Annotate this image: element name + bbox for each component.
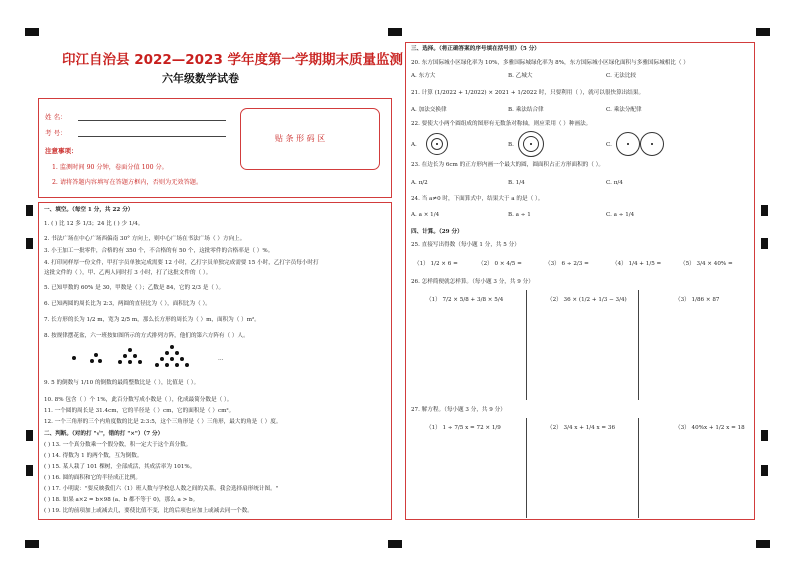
judge-item: ( ) 13. 一个真分数乘一个假分数，积一定大于这个真分数。 xyxy=(44,442,192,448)
question-21: 21. 计算 (1/2022 + 1/2022) × 2021 + 1/2022 时，只要利用（ ），就可以很快算出结果。 xyxy=(411,90,645,96)
circle-center xyxy=(530,143,532,145)
notice-title: 注意事项： xyxy=(45,147,78,155)
registration-mark xyxy=(388,540,402,548)
question-9: 9. 5 的倒数与 1/10 的倒数的最简整数比是（ ），比值是（ ）。 xyxy=(44,380,200,386)
pattern-dot xyxy=(155,363,159,367)
id-field[interactable] xyxy=(78,130,226,137)
column-divider xyxy=(526,290,527,400)
equation-item: （2） 3/4 x + 1/4 x = 36 xyxy=(547,425,615,431)
option: C. 无法比较 xyxy=(606,73,637,79)
barcode-label: 贴 条 形 码 区 xyxy=(275,134,326,143)
option: A. xyxy=(411,142,417,148)
pattern-dot xyxy=(175,351,179,355)
question-4-cont: 这批文件的（ ），甲、乙两人同时打 3 小时，打了这批文件的（ ）。 xyxy=(44,270,212,276)
simplify-item: （1） 7/2 × 5/8 + 3/8 × 5/4 xyxy=(426,297,504,303)
equation-item: （1） 1 ÷ 7/5 x = 72 × 1/9 xyxy=(426,425,501,431)
question-26: 26. 怎样简便就怎样算。（每小题 3 分，共 9 分） xyxy=(411,279,534,285)
judge-item: ( ) 17. 小明说："要反映我们六（1）班人数与学校总人数之间的关系，我会选择扇形统计图。" xyxy=(44,486,279,492)
column-divider xyxy=(526,418,527,518)
judge-item: ( ) 19. 比的前项加上或减去几，要使比值不变，比的后项也应加上或减去同一个数。 xyxy=(44,508,253,514)
notice-item: 2. 请将答题内容填写在答题方框内，否则为无效答题。 xyxy=(52,179,203,186)
question-2: 2. 书法广场在中心广场西偏南 30° 方向上，则中心广场在书法广场（ ）方向上。 xyxy=(44,236,246,242)
option: A. π/2 xyxy=(411,180,428,186)
judge-item: ( ) 14. 得数为 1 的两个数，互为倒数。 xyxy=(44,453,143,459)
registration-mark xyxy=(761,238,768,249)
exam-title: 印江自治县 2022—2023 学年度第一学期期末质量监测 xyxy=(62,52,404,68)
pattern-dot xyxy=(90,359,94,363)
quick-calc-item: （2） 0 × 4/5 = xyxy=(478,261,522,267)
pattern-dot xyxy=(180,357,184,361)
question-7: 7. 长方形的长为 1/2 m，宽为 2/5 m，那么长方形的周长为（ ）m，面积为（ ）m²。 xyxy=(44,317,260,323)
pattern-dot xyxy=(185,363,189,367)
option: C. π/4 xyxy=(606,180,623,186)
judge-item: ( ) 18. 如果 a×2 = b×98 (a、b 都不等于 0)，那么 a > b。 xyxy=(44,497,199,503)
judge-item: ( ) 15. 某人栽了 101 棵树，全部成活，其成活率为 101%。 xyxy=(44,464,196,470)
name-label: 姓 名： xyxy=(45,113,67,121)
option: C. a ÷ 1/4 xyxy=(606,212,635,218)
pattern-dot xyxy=(128,360,132,364)
question-12: 12. 一个三角形的三个内角度数的比是 2:3:5，这个三角形是（ ）三角形，最大的角是（ ）度。 xyxy=(44,419,282,425)
question-11: 11. 一个圆的周长是 31.4cm，它的半径是（ ）cm，它的面积是（ ）cm²。 xyxy=(44,408,235,414)
pattern-dot xyxy=(123,354,127,358)
pattern-dot xyxy=(138,360,142,364)
column-divider xyxy=(638,418,639,518)
option: B. 乙城大 xyxy=(508,73,533,79)
pattern-dot xyxy=(94,353,98,357)
quick-calc-item: （3） 6 ÷ 2/3 = xyxy=(545,261,589,267)
column-divider xyxy=(638,290,639,400)
registration-mark xyxy=(26,238,33,249)
registration-mark xyxy=(761,430,768,441)
registration-mark xyxy=(25,540,39,548)
registration-mark xyxy=(388,28,402,36)
pattern-dot xyxy=(175,363,179,367)
registration-mark xyxy=(26,465,33,476)
question-20: 20. 东方国际城小区绿化率为 10%，多雅国际城绿化率为 8%，东方国际城小区绿化面积与多雅国际城相比（ ） xyxy=(411,60,689,66)
pattern-dot xyxy=(160,357,164,361)
circle-center xyxy=(651,143,653,145)
option: B. 乘法结合律 xyxy=(508,107,544,113)
question-6: 6. 已知两圆的周长比为 2:3，两圆的直径比为（ ），面积比为（ ）。 xyxy=(44,301,211,307)
section-title: 三、选择。（将正确答案的序号填在括号里）（5 分） xyxy=(411,46,540,52)
pattern-dot xyxy=(165,363,169,367)
registration-mark xyxy=(756,540,770,548)
question-8: 8. 按规律摆花盆，六一班按如图所示的方式排列方阵，他们的第六方阵有（ ）人。 xyxy=(44,333,249,339)
pattern-dot xyxy=(133,354,137,358)
notice-item: 1. 监测时间 90 分钟，卷面分值 100 分。 xyxy=(52,164,168,171)
pattern-dot xyxy=(165,351,169,355)
id-label: 考 号： xyxy=(45,129,67,137)
option: A. a × 1/4 xyxy=(411,212,440,218)
question-23: 23. 在边长为 6cm 的正方形内画一个最大的圆，圆面积占正方形面积的（ ）。 xyxy=(411,162,605,168)
registration-mark xyxy=(756,28,770,36)
option: C. xyxy=(606,142,612,148)
exam-subtitle: 六年级数学试卷 xyxy=(162,72,239,85)
name-field[interactable] xyxy=(78,114,226,121)
pattern-dot xyxy=(128,348,132,352)
circle-center xyxy=(436,143,438,145)
judge-item: ( ) 16. 圆的面积和它的半径成正比例。 xyxy=(44,475,141,481)
option: A. 加法交换律 xyxy=(411,107,447,113)
registration-mark xyxy=(761,465,768,476)
registration-mark xyxy=(26,430,33,441)
pattern-dot xyxy=(170,357,174,361)
option: A. 东方大 xyxy=(411,73,436,79)
pattern-dot xyxy=(118,360,122,364)
section-title: 四、计算。（29 分） xyxy=(411,229,463,235)
option: B. xyxy=(508,142,514,148)
quick-calc-item: （1） 1/2 × 6 = xyxy=(414,261,458,267)
option: B. 1/4 xyxy=(508,180,525,186)
question-22: 22. 要使大小两个圆组成的图形有无数条对称轴，则应采用（ ）种画法。 xyxy=(411,121,592,127)
pattern-dot xyxy=(72,356,76,360)
equation-item: （3） 40%x + 1/2 x = 18 xyxy=(675,425,745,431)
pattern-ellipsis: … xyxy=(218,356,224,362)
question-24: 24. 当 a≠0 时，下面算式中，结果大于 a 的是（ ）。 xyxy=(411,196,544,202)
quick-calc-item: （4） 1/4 + 1/5 = xyxy=(612,261,662,267)
simplify-item: （3） 1/86 × 87 xyxy=(675,297,720,303)
question-27: 27. 解方程。（每小题 3 分，共 9 分） xyxy=(411,407,506,413)
question-4: 4. 打印同样厚一份文件，甲打字员单独完成需要 12 小时，乙打字员单独完成需要 15 小时，乙打字员每小时打 xyxy=(44,260,319,266)
option: C. 乘法分配律 xyxy=(606,107,642,113)
registration-mark xyxy=(25,28,39,36)
circle-center xyxy=(627,143,629,145)
quick-calc-item: （5） 3/4 × 40% = xyxy=(680,261,733,267)
pattern-dot xyxy=(170,345,174,349)
question-10: 10. 8% 包含（ ）个 1%，此百分数写成小数是（ ），化成最简分数是（ ）。 xyxy=(44,397,233,403)
question-25: 25. 直接写出得数（每小题 1 分，共 5 分） xyxy=(411,242,520,248)
question-3: 3. 小王加工一批零件，合格的有 350 个，不合格的有 50 个，这批零件的合格率是（ ）%。 xyxy=(44,248,274,254)
section-title: 一、填空。（每空 1 分，共 22 分） xyxy=(44,207,134,213)
option: B. a ÷ 1 xyxy=(508,212,531,218)
simplify-item: （2） 36 × (1/2 + 1/3 − 3/4) xyxy=(547,297,627,303)
pattern-dot xyxy=(98,359,102,363)
section-title: 二、判断。（对的打 "√"，错的打 "×"）（7 分） xyxy=(44,431,164,437)
question-1: 1. ( ) 比 12 多 1/3；24 比 ( ) 少 1/4。 xyxy=(44,221,144,227)
registration-mark xyxy=(26,205,33,216)
registration-mark xyxy=(761,205,768,216)
question-5: 5. 已知甲数的 60% 是 30，甲数是（ ）；乙数是 84，它的 2/3 是（ ）。 xyxy=(44,285,225,291)
